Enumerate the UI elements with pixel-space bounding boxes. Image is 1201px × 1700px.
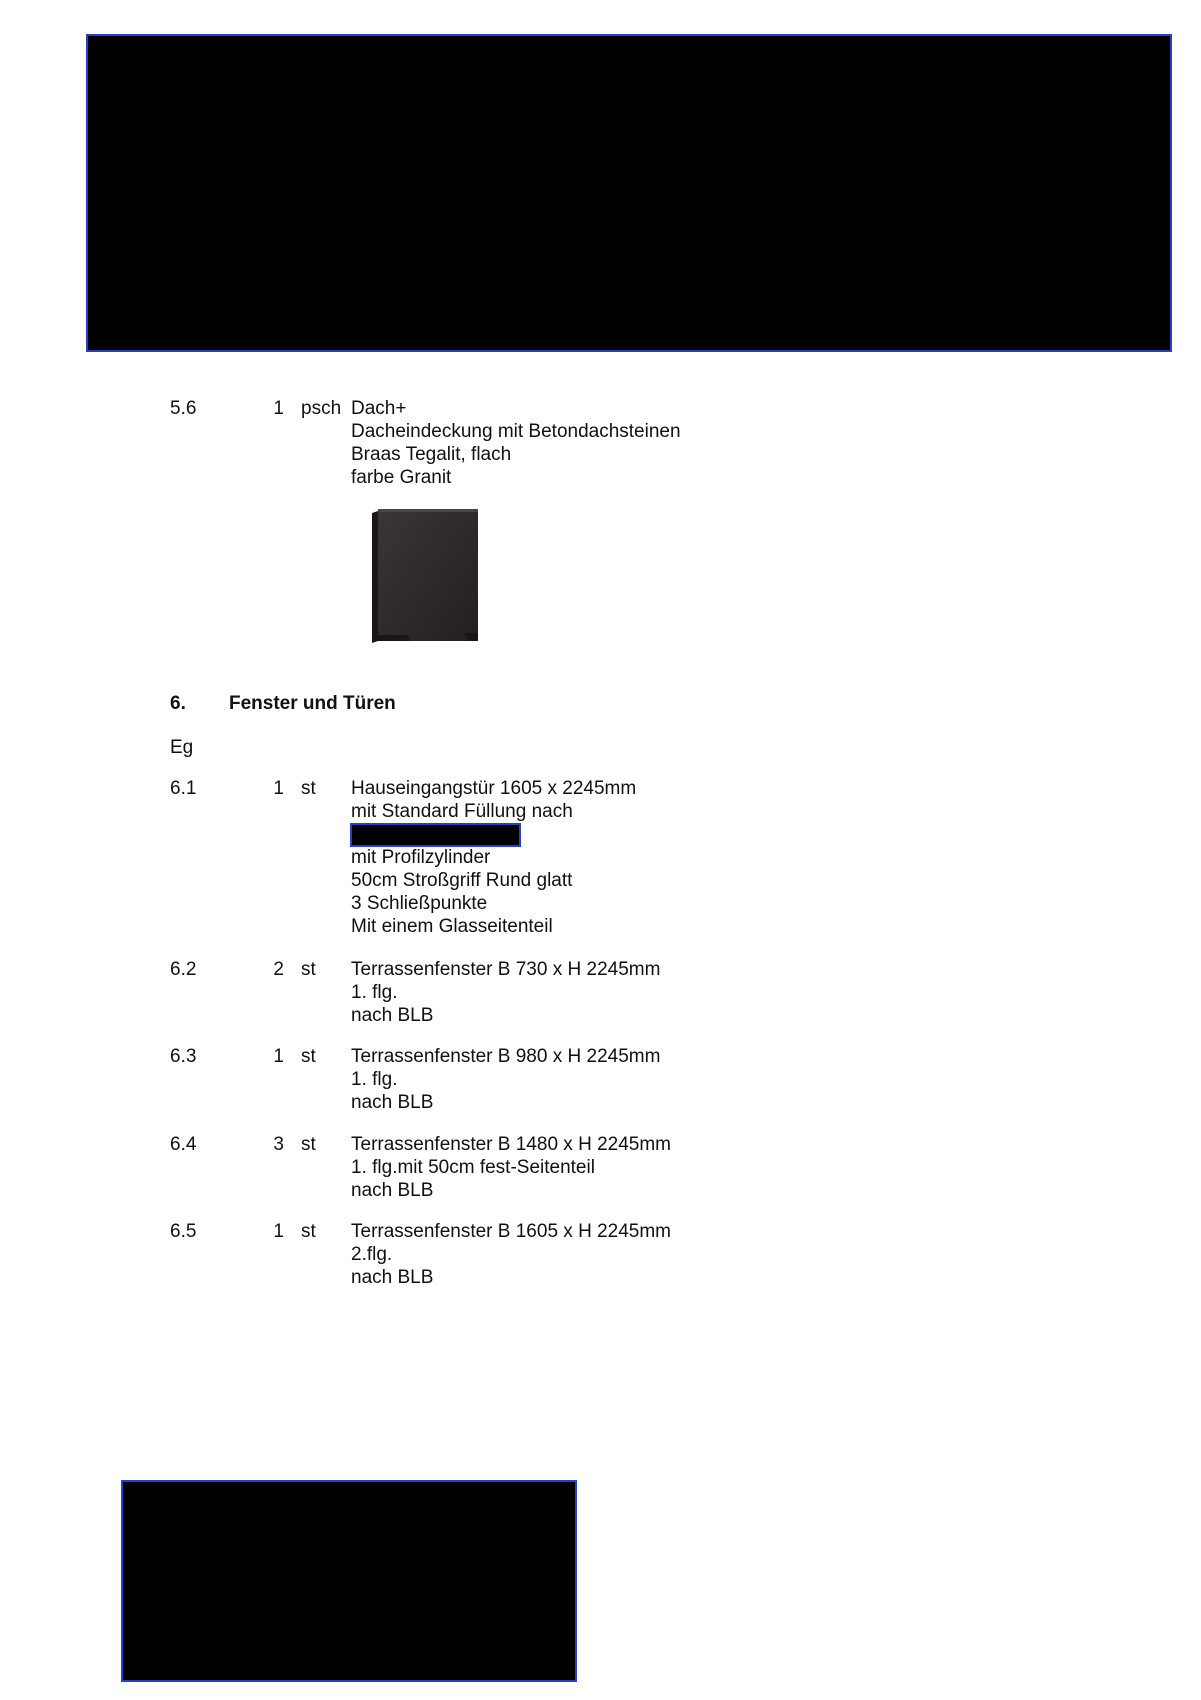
- item-number: 6.4: [170, 1134, 197, 1155]
- item-description: [351, 397, 681, 489]
- item-quantity: 1: [273, 398, 284, 419]
- section-subheading: Eg: [170, 737, 194, 758]
- item-unit: st: [301, 1046, 316, 1067]
- item-number: 6.5: [170, 1221, 197, 1242]
- description-line: Braas Tegalit, flach: [351, 444, 512, 465]
- description-line: nach BLB: [351, 1267, 434, 1288]
- item-number: 5.6: [170, 398, 197, 419]
- item-description: [351, 1133, 671, 1202]
- item-unit: st: [301, 1221, 316, 1242]
- item-number: 6.3: [170, 1046, 197, 1067]
- item-quantity: 1: [273, 778, 284, 799]
- roof-tile-image: [368, 505, 486, 647]
- description-line: 1. flg.: [351, 982, 398, 1003]
- description-line: Terrassenfenster B 1605 x H 2245mm: [351, 1221, 671, 1242]
- description-line: 50cm Stroßgriff Rund glatt: [351, 870, 573, 891]
- item-quantity: 2: [273, 959, 284, 980]
- redacted-header-block: [86, 34, 1172, 352]
- item-quantity: 1: [273, 1221, 284, 1242]
- item-number: 6.1: [170, 778, 197, 799]
- description-line: Terrassenfenster B 730 x H 2245mm: [351, 959, 661, 980]
- description-line: Terrassenfenster B 1480 x H 2245mm: [351, 1134, 671, 1155]
- item-description: [351, 958, 660, 1027]
- description-line: 1. flg.mit 50cm fest-Seitenteil: [351, 1157, 595, 1178]
- item-description: [351, 777, 636, 938]
- description-line: farbe Granit: [351, 467, 452, 488]
- item-unit: st: [301, 959, 316, 980]
- description-line: Terrassenfenster B 980 x H 2245mm: [351, 1046, 661, 1067]
- description-line: Mit einem Glasseitenteil: [351, 916, 553, 937]
- item-unit: st: [301, 778, 316, 799]
- description-line: 1. flg.: [351, 1069, 398, 1090]
- item-quantity: 3: [273, 1134, 284, 1155]
- redacted-footer-block: [121, 1480, 577, 1682]
- item-unit: psch: [301, 398, 342, 419]
- description-line: mit Profilzylinder: [351, 847, 491, 868]
- description-line: mit Standard Füllung nach: [351, 801, 573, 822]
- description-line: Dach+: [351, 398, 407, 419]
- description-line: Dacheindeckung mit Betondachsteinen: [351, 421, 681, 442]
- description-line: nach BLB: [351, 1005, 434, 1026]
- description-line: 3 Schließpunkte: [351, 893, 488, 914]
- description-line: Hauseingangstür 1605 x 2245mm: [351, 778, 637, 799]
- item-number: 6.2: [170, 959, 197, 980]
- description-line: nach BLB: [351, 1180, 434, 1201]
- section-number: 6.: [170, 693, 186, 714]
- item-description: [351, 1045, 660, 1114]
- roof-tile-icon: [368, 505, 486, 647]
- item-unit: st: [301, 1134, 316, 1155]
- section-title: Fenster und Türen: [229, 693, 396, 714]
- description-line: nach BLB: [351, 1092, 434, 1113]
- item-description: [351, 1220, 671, 1289]
- redacted-line-placeholder: [351, 823, 636, 846]
- description-line: 2.flg.: [351, 1244, 393, 1265]
- item-quantity: 1: [273, 1046, 284, 1067]
